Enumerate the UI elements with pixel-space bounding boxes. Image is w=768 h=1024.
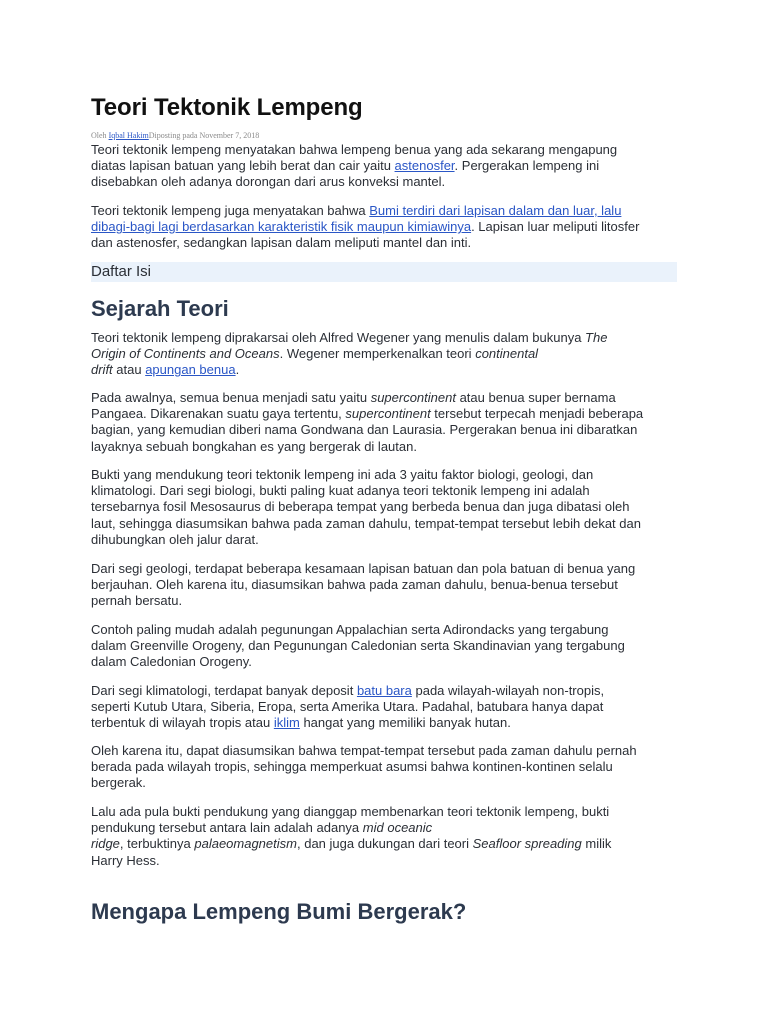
italic-text: ridge [91,836,120,852]
text-line [91,820,681,836]
italic-text: mid oceanic [362,820,433,836]
text-line: Oleh karena itu, dapat diasumsikan bahwa tempat-tempat tersebut pada zaman dahulu pernah [91,743,637,758]
text-line: Teori tektonik lempeng menyatakan bahwa lempeng benua yang ada sekarang mengapung [91,142,618,157]
bumi-lapisan-link[interactable]: Bumi terdiri dari lapisan dalam dan luar, lalu [369,203,622,218]
text-line [91,836,681,852]
intro-paragraph-2 [91,203,681,252]
text-line: dan astenosfer, sedangkan lapisan dalam meliputi mantel dan inti. [91,235,472,251]
text-line: Bukti yang mendukung teori tektonik lempeng ini ada 3 yaitu faktor biologi, geologi, dan [91,467,594,482]
italic-text: drift [91,362,113,378]
meta-by: Oleh [91,131,109,140]
text-span: . Lapisan luar meliputi litosfer [471,219,640,235]
text-line: klimatologi. Dari segi biologi, bukti paling kuat adanya teori tektonik lempeng ini adalah [91,483,590,499]
paragraph [91,467,681,548]
text-line [91,330,681,346]
text-span: Dari segi klimatologi, terdapat banyak deposit [91,683,357,698]
text-line [91,390,681,406]
bumi-lapisan-link-cont[interactable]: dibagi-bagi lagi berdasarkan karakteristik fisik maupun kimiawinya [91,219,472,235]
text-span: , dan juga dukungan dari teori [296,836,473,852]
text-line: layaknya sebuah bongkahan es yang bergerak di lautan. [91,438,417,454]
paragraph [91,804,681,869]
text-line: bergerak. [91,775,146,791]
batu-bara-link[interactable]: batu bara [356,683,412,698]
article-meta [91,131,259,140]
section-heading-sejarah: Sejarah Teori [91,296,229,321]
text-line [91,203,681,219]
italic-text: supercontinent [370,390,456,405]
italic-text: palaeomagnetism [194,836,297,852]
italic-text: The [585,330,608,345]
paragraph [91,683,681,732]
article-title: Teori Tektonik Lempeng [91,94,363,121]
section-heading-mengapa: Mengapa Lempeng Bumi Bergerak? [91,899,467,924]
apungan-benua-link[interactable]: apungan benua [145,362,236,378]
author-link[interactable]: Iqbal Hakim [108,131,149,140]
text-line: seperti Kutub Utara, Siberia, Eropa, serta Amerika Utara. Padahal, batubara hanya dapat [91,699,604,715]
meta-posted: Diposting pada November 7, 2018 [148,131,260,140]
text-line: berada pada wilayah tropis, sehingga memperkuat asumsi bahwa kontinen-kontinen selalu [91,759,613,775]
iklim-link[interactable]: iklim [273,715,300,731]
text-line [91,219,681,235]
paragraph [91,330,681,379]
text-line [91,158,681,174]
text-span: tersebut terpecah menjadi beberapa [430,406,644,422]
text-line: Lalu ada pula bukti pendukung yang dianggap membenarkan teori tektonik lempeng, bukti [91,804,610,819]
paragraph [91,561,681,610]
italic-text: supercontinent [345,406,431,422]
text-span: atau [112,362,146,378]
text-span: pendukung tersebut antara lain adalah adanya [91,820,363,836]
text-line [91,346,681,362]
text-span: . [235,362,240,378]
text-line: Harry Hess. [91,852,160,868]
astenosfer-link[interactable]: astenosfer [394,158,455,174]
text-span: , terbuktinya [119,836,195,852]
text-span: . Wegener memperkenalkan teori [279,346,476,362]
toc-label: Daftar Isi [91,263,152,280]
text-line [91,683,681,699]
text-line [91,406,681,422]
text-span: milik [581,836,612,852]
table-of-contents-toggle[interactable] [91,262,677,282]
italic-text: continental [475,346,539,362]
text-span: terbentuk di wilayah tropis atau [91,715,274,731]
text-span: hangat yang memiliki banyak hutan. [299,715,511,731]
text-span: pada wilayah-wilayah non-tropis, [411,683,605,698]
text-line [91,715,681,731]
paragraph [91,743,681,792]
text-line: pernah bersatu. [91,593,183,609]
italic-text: Origin of Continents and Oceans [91,346,280,362]
text-line: disebabkan oleh adanya dorongan dari arus konveksi mantel. [91,174,446,190]
paragraph [91,390,681,455]
text-span: . Pergerakan lempeng ini [454,158,600,174]
text-line: Dari segi geologi, terdapat beberapa kesamaan lapisan batuan dan pola batuan di benua yang [91,561,636,576]
text-line [91,362,681,378]
text-line: dihubungkan oleh jalur darat. [91,531,259,547]
text-line: laut, sehingga diasumsikan bahwa pada zaman dahulu, tempat-tempat tersebut lebih dekat dan [91,515,641,531]
text-span: Pangaea. Dikarenakan suatu gaya tertentu, [91,406,346,422]
italic-text: Seafloor spreading [472,836,582,852]
text-line: Contoh paling mudah adalah pegunungan Appalachian serta Adirondacks yang tergabung [91,622,609,637]
text-line: dalam Greenville Orogeny, dan Pegunungan Caledonian serta Skandinavian yang tergabung [91,638,625,654]
paragraph [91,622,681,671]
text-line: bagian, yang kemudian diberi nama Gondwana dan Laurasia. Pergerakan benua ini dibaratkan [91,422,638,438]
text-span: atau benua super bernama [455,390,616,405]
text-line: dalam Caledonian Orogeny. [91,654,252,670]
text-span: Pada awalnya, semua benua menjadi satu yaitu [91,390,371,405]
text-span: Teori tektonik lempeng juga menyatakan bahwa [91,203,370,218]
text-line: berjauhan. Oleh karena itu, diasumsikan bahwa pada zaman dahulu, benua-benua tersebut [91,577,618,593]
text-line: tersebarnya fosil Mesosaurus di beberapa tempat yang berbeda benua dan juga dibatasi oleh [91,499,630,515]
text-span: diatas lapisan batuan yang lebih berat dan cair yaitu [91,158,395,174]
text-span: Teori tektonik lempeng diprakarsai oleh Alfred Wegener yang menulis dalam bukunya [91,330,586,345]
intro-paragraph-1 [91,142,681,191]
